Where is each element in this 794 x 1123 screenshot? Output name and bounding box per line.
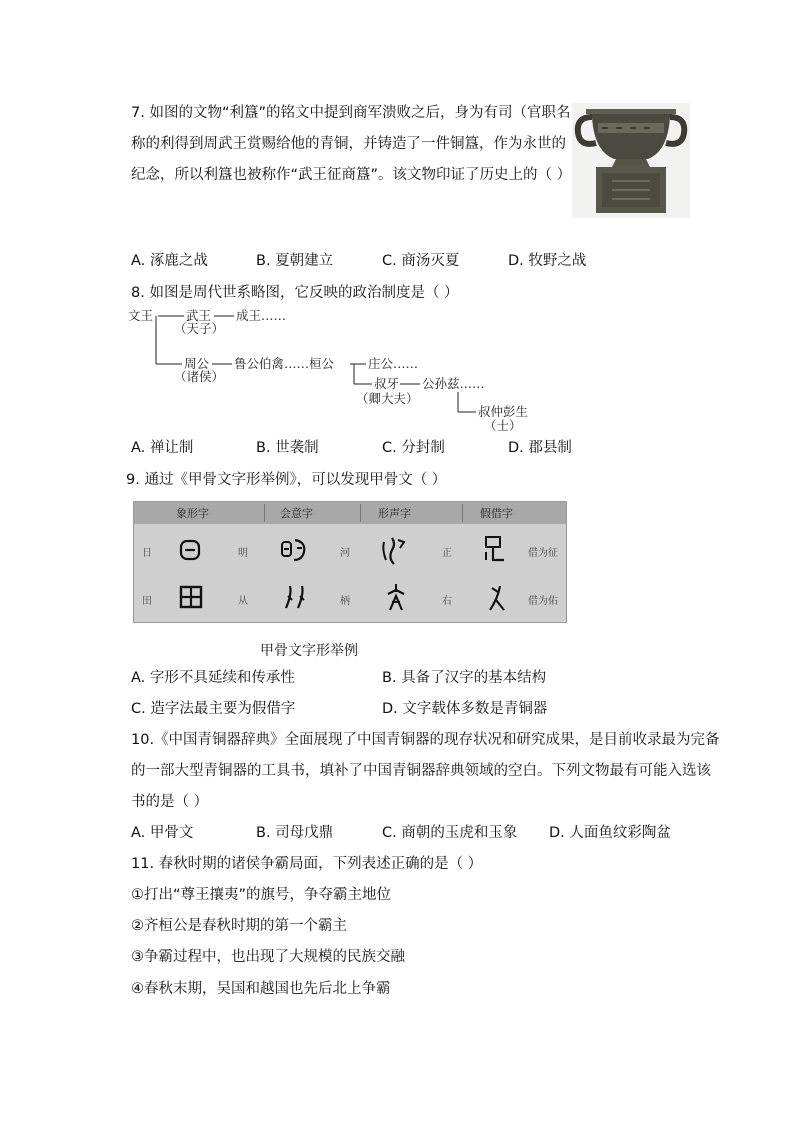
q10-stem-line2: 的一部大型青铜器的工具书，填补了中国青铜器辞典领域的空白。下列文物最有可能入选该 xyxy=(131,763,711,779)
zhou-genealogy-diagram xyxy=(128,306,548,434)
glyph-tian xyxy=(178,584,204,610)
tree-tianzi: （天子） xyxy=(174,321,225,336)
q9-option-b[interactable]: B. 具备了汉字的基本结构 xyxy=(382,670,547,686)
glyph-bing xyxy=(382,580,410,614)
header-huiyi: 会意字 xyxy=(280,507,313,520)
glyph-you xyxy=(484,582,508,614)
glyph-ri xyxy=(178,538,202,562)
tree-zhougong: 周公 xyxy=(184,356,210,371)
tree-wuwang: 武王 xyxy=(186,308,212,323)
q10-option-b[interactable]: B. 司母戊鼎 xyxy=(256,825,334,841)
q11-item-2: ②齐桓公是春秋时期的第一个霸主 xyxy=(131,918,347,934)
q7-option-d[interactable]: D. 牧野之战 xyxy=(508,253,587,269)
row2-char3: 柄 xyxy=(340,596,350,607)
row1-char4: 正 xyxy=(442,548,452,559)
oracle-bone-table-header xyxy=(134,502,566,524)
tree-zhuhou: （诸侯） xyxy=(174,369,225,384)
q8-option-d[interactable]: D. 郡县制 xyxy=(508,440,572,456)
tree-lugong: 鲁公伯禽……桓公 xyxy=(234,356,335,371)
q7-option-a[interactable]: A. 涿鹿之战 xyxy=(131,253,208,269)
q8-option-b[interactable]: B. 世袭制 xyxy=(256,440,319,456)
q11-item-3: ③争霸过程中，也出现了大规模的民族交融 xyxy=(131,949,405,965)
row1-char2: 明 xyxy=(238,548,248,559)
glyph-zheng xyxy=(480,534,510,566)
row2-char4: 右 xyxy=(442,596,452,607)
oracle-bone-table xyxy=(133,501,567,623)
q7-option-b[interactable]: B. 夏朝建立 xyxy=(256,253,334,269)
table-caption: 甲骨文字形举例 xyxy=(260,643,358,659)
q9-option-c[interactable]: C. 造字法最主要为假借字 xyxy=(131,701,296,717)
tree-shuzhong: 叔仲彭生 xyxy=(478,404,529,419)
q8-stem: 8. 如图是周代世系略图，它反映的政治制度是（ ） xyxy=(131,285,459,301)
row1-char3: 河 xyxy=(340,548,350,559)
tree-gongsunzi: 公孙兹…… xyxy=(422,376,485,391)
q11-item-4: ④春秋末期，吴国和越国也先后北上争霸 xyxy=(131,981,391,997)
q11-item-1: ①打出“尊王攘夷”的旗号，争夺霸主地位 xyxy=(131,887,392,903)
li-gui-bronze-image xyxy=(572,103,690,218)
q10-option-a[interactable]: A. 甲骨文 xyxy=(131,825,194,841)
tree-zhuanggong: 庄公…… xyxy=(368,356,419,371)
oracle-bone-row xyxy=(134,526,566,576)
tree-qingdafu: （卿大夫） xyxy=(356,391,419,406)
tree-chengwang: 成王…… xyxy=(236,308,287,323)
header-jiajie: 假借字 xyxy=(480,507,513,520)
q8-option-c[interactable]: C. 分封制 xyxy=(382,440,445,456)
q7-option-c[interactable]: C. 商汤灭夏 xyxy=(382,253,460,269)
glyph-cong xyxy=(282,582,310,612)
row1-note: 借为征 xyxy=(528,548,558,559)
row2-note: 借为佑 xyxy=(528,596,558,607)
q7-stem-line1: 7. 如图的文物“利簋”的铭文中提到商军溃败之后，身为有司（官职名 xyxy=(131,105,571,121)
q10-stem-line1: 10.《中国青铜器辞典》全面展现了中国青铜器的现存状况和研究成果，是目前收录最为完备 xyxy=(131,732,720,748)
tree-wenwang: 文王 xyxy=(128,308,154,323)
glyph-ming xyxy=(280,536,308,564)
row2-char1: 田 xyxy=(142,596,152,607)
q10-stem-line3: 书的是（ ） xyxy=(131,794,209,810)
q9-option-d[interactable]: D. 文字载体多数是青铜器 xyxy=(382,701,548,717)
row2-char2: 从 xyxy=(238,596,248,607)
oracle-bone-row xyxy=(134,574,566,624)
q9-option-a[interactable]: A. 字形不具延续和传承性 xyxy=(131,670,295,686)
q7-stem-line3: 纪念，所以利簋也被称作“武王征商簋”。该文物印证了历史上的（ ） xyxy=(131,167,572,183)
q9-stem: 9. 通过《甲骨文字形举例》，可以发现甲骨文（ ） xyxy=(126,472,447,488)
header-xingsheng: 形声字 xyxy=(378,507,411,520)
glyph-he xyxy=(380,534,408,566)
q8-option-a[interactable]: A. 禅让制 xyxy=(131,440,194,456)
header-xiangxing: 象形字 xyxy=(176,507,209,520)
q7-stem-line2: 称的利得到周武王赏赐给他的青铜，并铸造了一件铜簋，作为永世的 xyxy=(131,136,566,152)
tree-shuya: 叔牙 xyxy=(374,376,400,391)
q10-option-c[interactable]: C. 商朝的玉虎和玉象 xyxy=(382,825,518,841)
q10-option-d[interactable]: D. 人面鱼纹彩陶盆 xyxy=(549,825,671,841)
tree-shi: （士） xyxy=(484,418,522,433)
row1-char1: 日 xyxy=(142,548,152,559)
q11-stem: 11. 春秋时期的诸侯争霸局面，下列表述正确的是（ ） xyxy=(131,856,483,872)
